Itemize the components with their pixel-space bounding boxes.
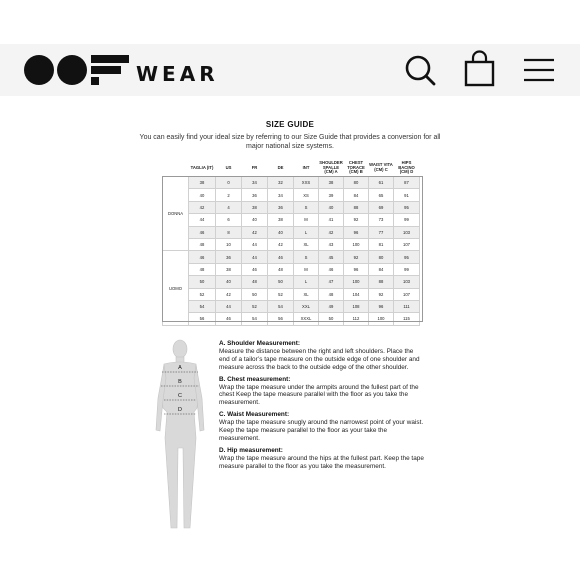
table-cell: 40 <box>268 226 294 238</box>
table-cell: 96 <box>344 226 369 238</box>
table-cell: 84 <box>369 263 394 275</box>
table-cell: 100 <box>344 238 369 250</box>
table-cell: 0 <box>216 177 242 189</box>
table-cell: 49 <box>319 300 344 312</box>
table-cell: 56 <box>189 313 216 325</box>
table-cell: 73 <box>369 214 394 226</box>
header-de: DE <box>277 164 284 170</box>
waist-title: C. Waist Measurement: <box>219 411 290 419</box>
shoulder-title: A. Shoulder Measurement: <box>219 340 300 347</box>
table-cell: 65 <box>369 189 394 201</box>
table-cell: 92 <box>344 251 369 263</box>
table-cell: 39 <box>319 189 344 201</box>
table-cell: 2 <box>216 189 242 201</box>
body-measurement-figure <box>150 338 214 534</box>
table-row <box>163 214 420 226</box>
table-cell: 88 <box>344 201 369 213</box>
logo-mark <box>22 52 130 88</box>
table-cell: 112 <box>344 313 369 325</box>
table-cell: 36 <box>268 201 294 213</box>
table-cell: 50 <box>319 313 344 325</box>
table-cell: 46 <box>189 226 216 238</box>
group-header <box>163 160 189 177</box>
table-cell: 48 <box>242 276 268 288</box>
table-cell: XXS <box>294 177 319 189</box>
table-cell: 91 <box>394 189 420 201</box>
table-cell: 52 <box>189 288 216 300</box>
hip-instruction <box>219 447 424 471</box>
table-row <box>163 276 420 288</box>
table-cell: 48 <box>189 238 216 250</box>
shoulder-instruction <box>219 340 424 372</box>
table-row <box>163 226 420 238</box>
table-cell: 54 <box>189 300 216 312</box>
table-cell: 48 <box>189 263 216 275</box>
table-cell: 42 <box>319 226 344 238</box>
table-cell: 10 <box>216 238 242 250</box>
table-row <box>163 313 420 325</box>
table-cell: 36 <box>216 251 242 263</box>
shopping-bag-icon[interactable] <box>463 50 497 88</box>
table-cell: 92 <box>369 288 394 300</box>
table-cell: 38 <box>242 201 268 213</box>
search-icon[interactable] <box>403 54 437 88</box>
table-cell: 46 <box>216 313 242 325</box>
table-cell: 44 <box>216 300 242 312</box>
label-c: C <box>178 393 182 399</box>
table-cell: 42 <box>189 201 216 213</box>
brand-wordmark: WEAR <box>136 62 219 86</box>
table-cell: S <box>294 201 319 213</box>
measurement-instructions <box>219 340 424 475</box>
table-cell: 44 <box>242 251 268 263</box>
table-cell: 107 <box>394 288 420 300</box>
table-cell: 56 <box>268 313 294 325</box>
table-cell: 54 <box>268 300 294 312</box>
table-row <box>163 263 420 275</box>
table-cell: 103 <box>394 276 420 288</box>
table-cell: 48 <box>319 288 344 300</box>
table-cell: L <box>294 226 319 238</box>
table-cell: 87 <box>394 177 420 189</box>
table-cell: 54 <box>242 313 268 325</box>
table-cell: 6 <box>216 214 242 226</box>
site-header <box>0 44 580 96</box>
label-d: D <box>178 407 182 413</box>
table-cell: 34 <box>268 189 294 201</box>
table-cell: 92 <box>344 214 369 226</box>
table-cell: 52 <box>268 288 294 300</box>
table-cell: 40 <box>189 189 216 201</box>
table-cell: 38 <box>189 177 216 189</box>
table-cell: 77 <box>369 226 394 238</box>
menu-icon[interactable] <box>523 57 555 83</box>
label-b: B <box>178 379 182 385</box>
table-cell: 96 <box>344 263 369 275</box>
table-cell: 32 <box>268 177 294 189</box>
table-cell: 46 <box>189 251 216 263</box>
chest-title: B. Chest measurement: <box>219 375 291 383</box>
size-table <box>162 160 420 326</box>
header-fr: FR <box>251 164 258 170</box>
table-cell: 80 <box>344 177 369 189</box>
table-row <box>163 201 420 213</box>
table-row <box>163 189 420 201</box>
table-cell: 38 <box>216 263 242 275</box>
chest-text: Wrap the tape measure under the armpits around the fullest part of the chest Keep the tape measure parallel with the floor as you take the measurement. <box>219 383 419 407</box>
table-cell: 8 <box>216 226 242 238</box>
table-cell: 43 <box>319 238 344 250</box>
table-cell: 99 <box>394 263 420 275</box>
table-cell: 103 <box>394 226 420 238</box>
table-cell: 40 <box>319 201 344 213</box>
table-cell: XL <box>294 238 319 250</box>
table-cell: 42 <box>242 226 268 238</box>
table-header-row <box>163 160 420 177</box>
hip-title: D. Hip measurement: <box>219 446 283 454</box>
table-cell: 44 <box>189 214 216 226</box>
table-cell: 107 <box>394 238 420 250</box>
header-hips: HIPS BACINO (CM) D <box>398 160 415 175</box>
table-cell: 52 <box>242 300 268 312</box>
chest-instruction <box>219 376 424 408</box>
table-cell: 95 <box>394 201 420 213</box>
table-cell: XL <box>294 288 319 300</box>
header-waist: WAIST VITA (CM) C <box>369 162 393 172</box>
table-cell: 46 <box>268 251 294 263</box>
group-label-uomo: UOMO <box>163 251 189 325</box>
table-cell: 41 <box>319 214 344 226</box>
brand-logo[interactable] <box>22 52 219 88</box>
table-cell: 46 <box>242 263 268 275</box>
table-cell: 61 <box>369 177 394 189</box>
waist-text: Wrap the tape measure snugly around the narrowest point of your waist. Keep the tape measure parallel to the floor as your take the measurement. <box>219 419 424 442</box>
table-cell: 50 <box>189 276 216 288</box>
table-cell: 50 <box>268 276 294 288</box>
table-cell: 46 <box>319 263 344 275</box>
table-cell: 40 <box>242 214 268 226</box>
table-row <box>163 251 420 263</box>
label-a: A <box>178 365 182 371</box>
table-cell: 80 <box>369 251 394 263</box>
header-shoulder: SHOULDER SPALLE (CM) A <box>319 160 343 175</box>
table-cell: XS <box>294 189 319 201</box>
table-cell: 100 <box>344 276 369 288</box>
table-cell: 99 <box>394 214 420 226</box>
page-subtitle: You can easily find your ideal size by referring to our Size Guide that provides a conversion for all major national size systems. <box>139 134 441 150</box>
table-cell: 111 <box>394 300 420 312</box>
table-cell: L <box>294 276 319 288</box>
table-cell: M <box>294 263 319 275</box>
table-cell: S <box>294 251 319 263</box>
table-cell: 95 <box>394 251 420 263</box>
shoulder-text: Measure the distance between the right and left shoulders. Place the end of a tailor’s tape measure on the outside edge of one shoulder and measure across the back to the outside edge of the other shoulder. <box>219 347 420 371</box>
table-cell: 50 <box>242 288 268 300</box>
table-cell: 40 <box>216 276 242 288</box>
group-label-donna: DONNA <box>163 177 189 251</box>
table-cell: 38 <box>319 177 344 189</box>
table-cell: 81 <box>369 238 394 250</box>
table-cell: 34 <box>242 177 268 189</box>
table-cell: 48 <box>268 263 294 275</box>
table-cell: 84 <box>344 189 369 201</box>
table-cell: M <box>294 214 319 226</box>
table-row <box>163 300 420 312</box>
page-title: SIZE GUIDE <box>265 120 315 129</box>
header-int: INT <box>302 164 310 170</box>
hip-text: Wrap the tape measure around the hips at the fullest part. Keep the tape measure parallel to the floor as you take the measurement. <box>219 454 424 470</box>
table-cell: 100 <box>369 313 394 325</box>
table-cell: 96 <box>369 300 394 312</box>
table-row <box>163 288 420 300</box>
table-cell: XXL <box>294 300 319 312</box>
table-row <box>163 177 420 189</box>
table-cell: XXXL <box>294 313 319 325</box>
table-cell: 45 <box>319 251 344 263</box>
table-cell: 47 <box>319 276 344 288</box>
table-row <box>163 238 420 250</box>
table-cell: 36 <box>242 189 268 201</box>
table-cell: 42 <box>268 238 294 250</box>
header-chest: CHEST TORACE (CM) B <box>347 160 365 175</box>
header-taglia: TAGLIA (IT) <box>190 164 214 170</box>
waist-instruction <box>219 411 424 443</box>
table-cell: 88 <box>369 276 394 288</box>
header-us: US <box>225 164 232 170</box>
table-cell: 69 <box>369 201 394 213</box>
table-cell: 42 <box>216 288 242 300</box>
table-cell: 38 <box>268 214 294 226</box>
table-cell: 44 <box>242 238 268 250</box>
table-cell: 4 <box>216 201 242 213</box>
table-cell: 108 <box>344 300 369 312</box>
table-cell: 115 <box>394 313 420 325</box>
table-cell: 104 <box>344 288 369 300</box>
